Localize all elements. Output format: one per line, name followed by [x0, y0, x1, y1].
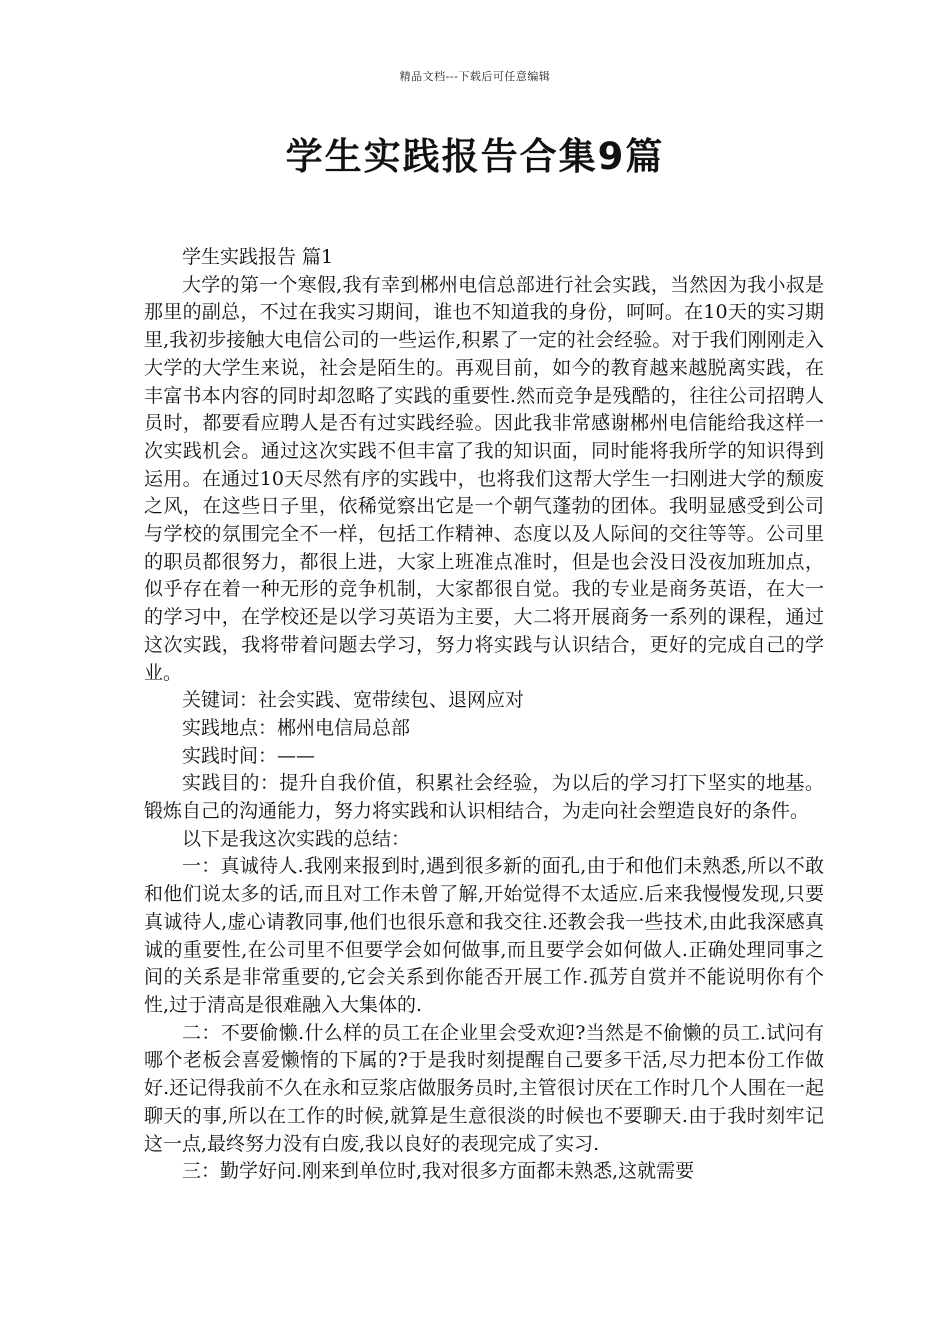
paragraph-point-1: 一：真诚待人.我刚来报到时,遇到很多新的面孔,由于和他们未熟悉,所以不敢和他们说太多的话,而且对工作未曾了解,开始觉得不太适应.后来我慢慢发现,只要真诚待人,虚心请教同事,他们也很乐意和我交往.还教会我一些技术,由此我深感真诚的重要性,在公司里不但要学会如何做事,而且要学会如何做人.正确处理同事之间的关系是非常重要的,它会关系到你能否开展工作.孤芳自赏并不能说明你有个性,过于清高是很难融入大集体的.: [144, 855, 824, 1016]
document-body: [144, 244, 824, 1186]
page-title: 学生实践报告合集9篇: [285, 135, 665, 178]
section-heading: 学生实践报告 篇1: [182, 246, 334, 268]
paragraph-location: 实践地点：郴州电信局总部: [182, 716, 411, 739]
paragraph-purpose: 实践目的：提升自我价值，积累社会经验，为以后的学习打下坚实的地基。锻炼自己的沟通能力，努力将实践和认识相结合，为走向社会塑造良好的条件。: [144, 772, 824, 823]
paragraph-time: 实践时间：——: [182, 744, 316, 767]
paragraph-point-2: 二：不要偷懒.什么样的员工在企业里会受欢迎?当然是不偷懒的员工.试问有哪个老板会喜爱懒惰的下属的?于是我时刻提醒自己要多干活,尽力把本份工作做好.还记得我前不久在永和豆浆店做服务员时,主管很讨厌在工作时几个人围在一起聊天的事,所以在工作的时候,就算是生意很淡的时候也不要聊天.由于我时刻牢记这一点,最终努力没有白废,我以良好的表现完成了实习.: [144, 1021, 824, 1155]
paragraph-point-3: 三：勤学好问.刚来到单位时,我对很多方面都未熟悉,这就需要: [182, 1160, 695, 1183]
paragraph-keywords: 关键词：社会实践、宽带续包、退网应对: [182, 689, 525, 712]
paragraph: 大学的第一个寒假,我有幸到郴州电信总部进行社会实践，当然因为我小叔是那里的副总，不过在我实习期间，谁也不知道我的身份，呵呵。在10天的实习期里,我初步接触大电信公司的一些运作,积累了一定的社会经验。对于我们刚刚走入大学的大学生来说，社会是陌生的。再观目前，如今的教育越来越脱离实践，在丰富书本内容的同时却忽略了实践的重要性.然而竞争是残酷的，往往公司招聘人员时，都要看应聘人是否有过实践经验。因此我非常感谢郴州电信能给我这样一次实践机会。通过这次实践不但丰富了我的知识面，同时能将我所学的知识得到运用。在通过10天尽然有序的实践中，也将我们这帮大学生一扫刚进大学的颓废之风，在这些日子里，依稀觉察出它是一个朝气蓬勃的团体。我明显感受到公司与学校的氛围完全不一样，包括工作精神、态度以及人际间的交往等等。公司里的职员都很努力，都很上进，大家上班准点准时，但是也会没日没夜加班加点，似乎存在着一种无形的竞争机制，大家都很自觉。我的专业是商务英语，在大一的学习中，在学校还是以学习英语为主要，大二将开展商务一系列的课程，通过这次实践，我将带着问题去学习，努力将实践与认识结合，更好的完成自己的学业。: [144, 273, 824, 684]
header-note: 精品文档---下载后可任意编辑: [399, 70, 551, 83]
paragraph-summary-intro: 以下是我这次实践的总结：: [182, 827, 411, 850]
